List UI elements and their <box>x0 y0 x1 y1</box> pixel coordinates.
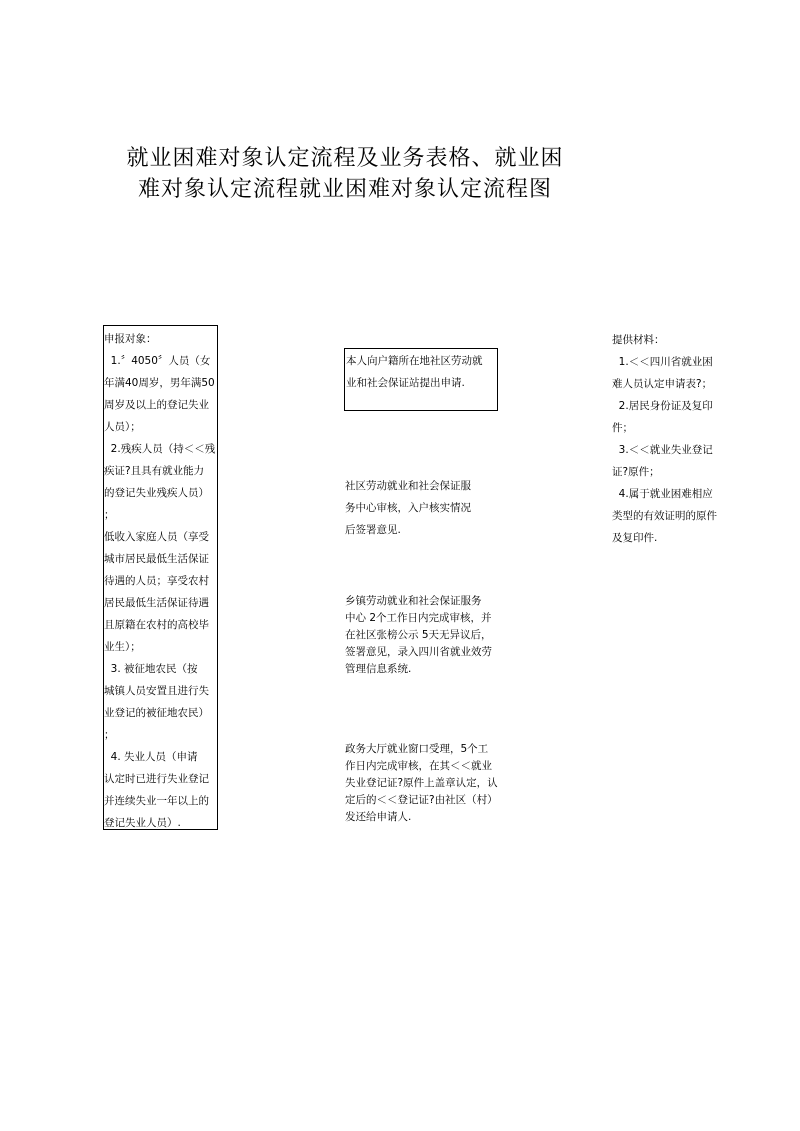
criteria-line: 周岁及以上的登记失业 <box>104 399 209 411</box>
criteria-line: 3. 被征地农民（按 <box>104 663 198 675</box>
step-community-line: 务中心审核，入户核实情况 <box>345 502 471 514</box>
criteria-line: 城镇人员安置且进行失 <box>104 685 209 697</box>
document-title <box>110 143 580 205</box>
step-apply-box <box>344 348 498 411</box>
materials-line: 1.＜＜四川省就业困 <box>612 356 713 368</box>
step-government-line: 政务大厅就业窗口受理，5个工 <box>345 743 489 755</box>
materials-line: 难人员认定申请表?； <box>612 378 713 390</box>
materials-line: 3.＜＜就业失业登记 <box>612 444 713 456</box>
criteria-line: 低收入家庭人员（享受 <box>104 531 209 543</box>
criteria-line: 业登记的被征地农民） <box>104 707 209 719</box>
step-government-line: 失业登记证?原件上盖章认定，认 <box>345 777 498 789</box>
criteria-line: 业生）； <box>104 641 141 653</box>
materials-line: 及复印件. <box>612 532 658 544</box>
criteria-line: ； <box>104 729 115 741</box>
title-line-2: 难对象认定流程就业困难对象认定流程图 <box>137 177 552 202</box>
step-government-line: 作日内完成审核，在其＜＜就业 <box>345 760 492 772</box>
materials-line: 2.居民身份证及复印 <box>612 400 713 412</box>
materials-line: 4.属于就业困难相应 <box>612 488 713 500</box>
step-township-line: 管理信息系统. <box>345 663 412 675</box>
criteria-line: ； <box>104 509 115 521</box>
materials-line: 件； <box>612 422 633 434</box>
criteria-line: 的登记失业残疾人员） <box>104 487 209 499</box>
step-township-line: 在社区张榜公示 5天无异议后， <box>345 629 492 641</box>
title-line-1: 就业困难对象认定流程及业务表格、就业困 <box>126 146 564 171</box>
criteria-line: 人员）； <box>104 421 141 433</box>
criteria-line: 待遇的人员；享受农村 <box>104 575 209 587</box>
step-community-line: 后签署意见. <box>345 524 401 536</box>
step-government-line: 发还给申请人. <box>345 811 412 823</box>
criteria-line: 登记失业人员）. <box>104 817 181 829</box>
criteria-line: 1.〞4050〞人员（女 <box>104 355 211 367</box>
step-township-line: 中心 2个工作日内完成审核，并 <box>345 612 492 624</box>
materials-line: 类型的有效证明的原件 <box>612 510 717 522</box>
criteria-line: 居民最低生活保证待遇 <box>104 597 209 609</box>
step-apply-line: 业和社会保证站提出申请. <box>346 377 465 389</box>
criteria-line: 城市居民最低生活保证 <box>104 553 209 565</box>
step-township-line: 乡镇劳动就业和社会保证服务 <box>345 595 482 607</box>
criteria-line: 2.残疾人员（持＜＜残 <box>104 443 216 455</box>
criteria-line: 并连续失业一年以上的 <box>104 795 209 807</box>
materials-line: 证?原件； <box>612 466 660 478</box>
step-community-line: 社区劳动就业和社会保证服 <box>345 480 471 492</box>
criteria-line: 年满40周岁，男年满50 <box>104 377 215 389</box>
criteria-line: 申报对象： <box>104 333 157 345</box>
step-government-line: 定后的＜＜登记证?由社区（村） <box>345 794 498 806</box>
materials-line: 提供材料： <box>612 334 665 346</box>
criteria-line: 认定时已进行失业登记 <box>104 773 209 785</box>
criteria-line: 疾证?且具有就业能力 <box>104 465 205 477</box>
criteria-line: 4. 失业人员（申请 <box>104 751 198 763</box>
step-township-line: 签署意见，录入四川省就业效劳 <box>345 646 492 658</box>
applicant-criteria-box <box>103 325 218 830</box>
step-apply-line: 本人向户籍所在地社区劳动就 <box>346 355 483 367</box>
criteria-line: 且原籍在农村的高校毕 <box>104 619 209 631</box>
